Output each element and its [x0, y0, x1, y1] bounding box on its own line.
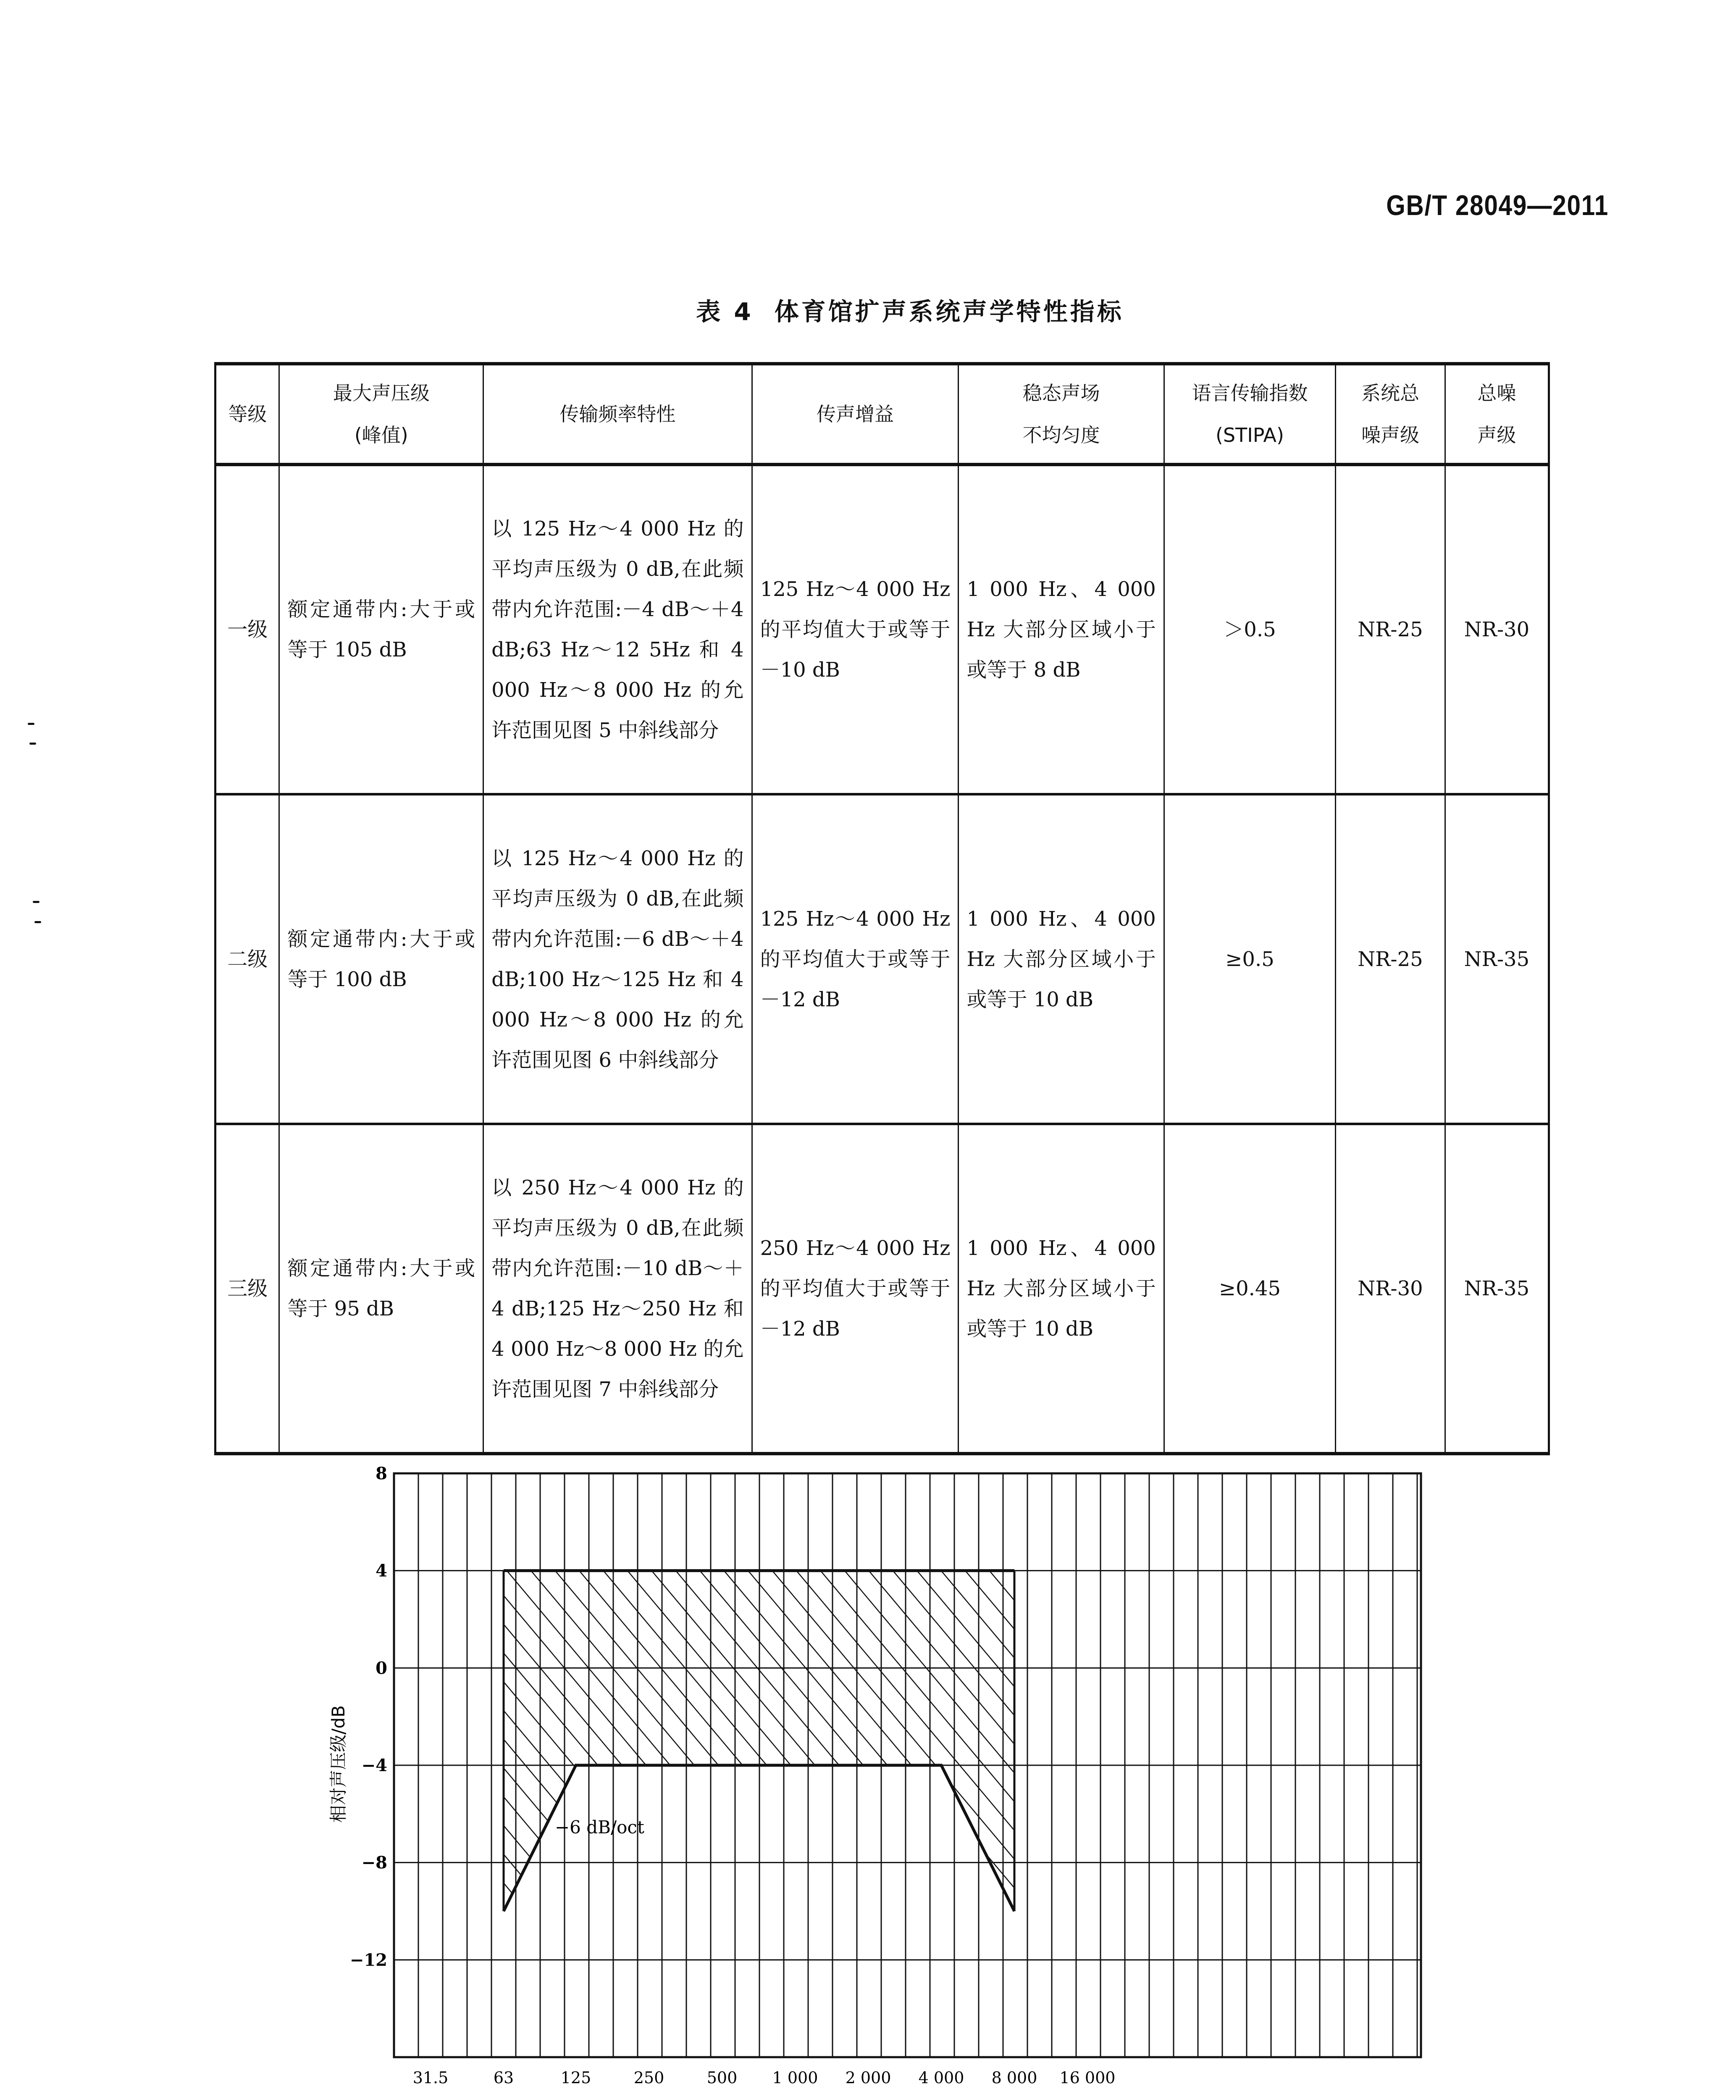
table-header-row — [215, 364, 1549, 465]
header-freq-response: 传输频率特性 — [483, 364, 752, 465]
cell-level: 三级 — [215, 1124, 279, 1454]
margin-mark — [28, 723, 34, 725]
x-tick-label: 16 000 — [1059, 2068, 1116, 2087]
cell-level: 一级 — [215, 465, 279, 794]
cell-system-noise: NR-25 — [1336, 794, 1445, 1124]
x-tick-label: 8 000 — [991, 2068, 1037, 2087]
cell-freq-response: 以 125 Hz～4 000 Hz 的平均声压级为 0 dB,在此频带内允许范围:－4 dB～＋4 dB;63 Hz～12 5Hz 和 4 000 Hz～8 000 Hz 的允许范围见图 5 中斜线部分 — [483, 465, 752, 794]
header-level: 等级 — [215, 364, 279, 465]
margin-mark — [34, 921, 41, 923]
cell-stipa: ≥0.5 — [1164, 794, 1335, 1124]
cell-freq-response: 以 125 Hz～4 000 Hz 的平均声压级为 0 dB,在此频带内允许范围:－6 dB～＋4 dB;100 Hz～125 Hz 和 4 000 Hz～8 000 Hz 的允许范围见图 6 中斜线部分 — [483, 794, 752, 1124]
cell-total-noise: NR-30 — [1445, 465, 1549, 794]
cell-uniformity: 1 000 Hz、4 000 Hz 大部分区域小于或等于 8 dB — [959, 465, 1164, 794]
cell-stipa: ≥0.45 — [1164, 1124, 1335, 1454]
y-axis-label: 相对声压级/dB — [328, 1705, 349, 1823]
chart-svg — [294, 1462, 1512, 2100]
cell-level: 二级 — [215, 794, 279, 1124]
cell-stipa: ＞0.5 — [1164, 465, 1335, 794]
cell-system-noise: NR-30 — [1336, 1124, 1445, 1454]
header-max-spl: 最大声压级 (峰值) — [279, 364, 483, 465]
x-tick-label: 2 000 — [845, 2068, 891, 2087]
x-tick-label: 1 000 — [772, 2068, 818, 2087]
cell-total-noise: NR-35 — [1445, 794, 1549, 1124]
cell-system-noise: NR-25 — [1336, 465, 1445, 794]
y-tick-label: −12 — [349, 1950, 387, 1970]
cell-total-noise: NR-35 — [1445, 1124, 1549, 1454]
header-gain: 传声增益 — [752, 364, 959, 465]
cell-uniformity: 1 000 Hz、4 000 Hz 大部分区域小于或等于 10 dB — [959, 794, 1164, 1124]
y-tick-label: 0 — [376, 1658, 387, 1678]
standard-code: GB/T 28049—2011 — [1386, 189, 1609, 221]
table-number: 表 4 — [696, 297, 754, 326]
frequency-response-chart — [294, 1462, 1512, 2100]
table-title-text: 体育馆扩声系统声学特性指标 — [774, 297, 1124, 326]
acoustic-spec-table — [214, 362, 1550, 1455]
slope-annotation: −6 dB/oct — [554, 1817, 644, 1838]
cell-max-spl: 额定通带内:大于或等于 105 dB — [279, 465, 483, 794]
table-title — [210, 292, 1610, 327]
cell-max-spl: 额定通带内:大于或等于 95 dB — [279, 1124, 483, 1454]
x-tick-label: 500 — [706, 2068, 738, 2087]
table-row — [215, 794, 1549, 1124]
margin-mark — [33, 901, 39, 903]
cell-uniformity: 1 000 Hz、4 000 Hz 大部分区域小于或等于 10 dB — [959, 1124, 1164, 1454]
header-stipa: 语言传输指数 (STIPA) — [1164, 364, 1335, 465]
x-tick-label: 4 000 — [918, 2068, 964, 2087]
x-tick-label: 63 — [493, 2068, 514, 2087]
cell-max-spl: 额定通带内:大于或等于 100 dB — [279, 794, 483, 1124]
y-tick-label: 8 — [376, 1464, 387, 1483]
y-tick-label: −8 — [361, 1853, 387, 1873]
header-total-noise: 总噪 声级 — [1445, 364, 1549, 465]
y-tick-label: 4 — [376, 1561, 387, 1581]
y-tick-label: −4 — [361, 1756, 387, 1775]
x-tick-label: 250 — [633, 2068, 664, 2087]
cell-gain: 125 Hz～4 000 Hz 的平均值大于或等于－12 dB — [752, 794, 959, 1124]
cell-gain: 125 Hz～4 000 Hz 的平均值大于或等于－10 dB — [752, 465, 959, 794]
table-row — [215, 465, 1549, 794]
x-tick-label: 31.5 — [412, 2068, 449, 2087]
header-uniformity: 稳态声场 不均匀度 — [959, 364, 1164, 465]
table-row — [215, 1124, 1549, 1454]
margin-mark — [29, 743, 36, 745]
x-tick-label: 125 — [560, 2068, 591, 2087]
cell-gain: 250 Hz～4 000 Hz 的平均值大于或等于－12 dB — [752, 1124, 959, 1454]
cell-freq-response: 以 250 Hz～4 000 Hz 的平均声压级为 0 dB,在此频带内允许范围:－10 dB～＋4 dB;125 Hz～250 Hz 和 4 000 Hz～8 000 Hz 的允许范围见图 7 中斜线部分 — [483, 1124, 752, 1454]
header-system-noise: 系统总 噪声级 — [1336, 364, 1445, 465]
